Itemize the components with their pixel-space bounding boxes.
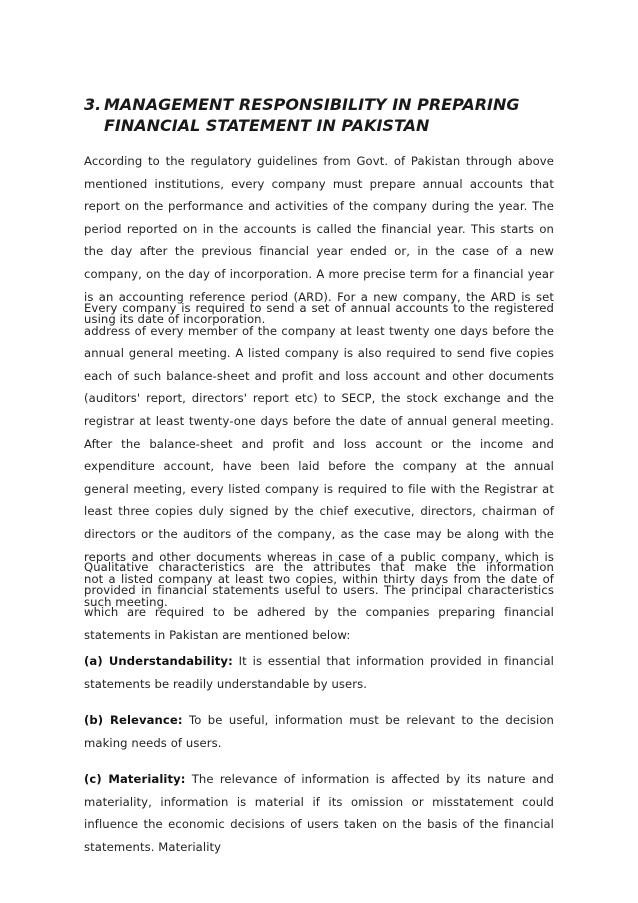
characteristic-label: (a) Understandability: [84, 654, 233, 668]
characteristic-relevance [84, 709, 554, 754]
paragraph-qualitative-characteristics: Qualitative characteristics are the attributes that make the information provided in financial statements useful to users. The principal characteristics which are required to be adhered by the companies preparing financial statements in Pakistan are mentioned below: [84, 560, 554, 642]
section-heading [84, 94, 554, 136]
paragraph-financial-year: According to the regulatory guidelines from Govt. of Pakistan through above mentioned institutions, every company must prepare annual accounts that report on the performance and activities of the company during the year. The period reported on in the accounts is called the financial year. This starts on the day after the previous financial year ended or, in the case of a new company, on the day of incorporation. A more precise term for a financial year is an accounting reference period (ARD). For a new company, the ARD is set using its date of incorporation. [84, 154, 554, 327]
section-number: 3. [84, 95, 102, 114]
section-title-line1: MANAGEMENT RESPONSIBILITY IN PREPARING [104, 95, 520, 114]
characteristic-label: (c) Materiality: [84, 772, 186, 786]
characteristic-understandability [84, 650, 554, 695]
characteristic-text: The relevance of information is affected by its nature and materiality, information is material if its omission or misstatement could influence the economic decisions of users taken on the basis of the financial statements. Materiality [84, 772, 554, 854]
characteristic-text: To be useful, information must be relevant to the decision making needs of users. [84, 713, 554, 750]
characteristic-text: It is essential that information provided in financial statements be readily understandable by users. [84, 654, 554, 691]
characteristic-label: (b) Relevance: [84, 713, 183, 727]
paragraph-annual-accounts: Every company is required to send a set of annual accounts to the registered address of every member of the company at least twenty one days before the annual general meeting. A listed company is also required to send five copies each of such balance-sheet and profit and loss account and other documents (auditors' report, directors' report etc) to SECP, the stock exchange and the registrar at least twenty-one days before the date of annual general meeting. After the balance-sheet and profit and loss account or the income and expenditure account, have been laid before the company at the annual general meeting, every listed company is required to file with the Registrar at least three copies duly signed by the chief executive, directors, chairman of directors or the auditors of the company, as the case may be along with the reports and other documents whereas in case of a public company, which is not a listed company at least two copies, within thirty days from the date of such meeting. [84, 301, 554, 609]
section-title-line2: FINANCIAL STATEMENT IN PAKISTAN [104, 116, 430, 135]
characteristic-materiality [84, 768, 554, 858]
